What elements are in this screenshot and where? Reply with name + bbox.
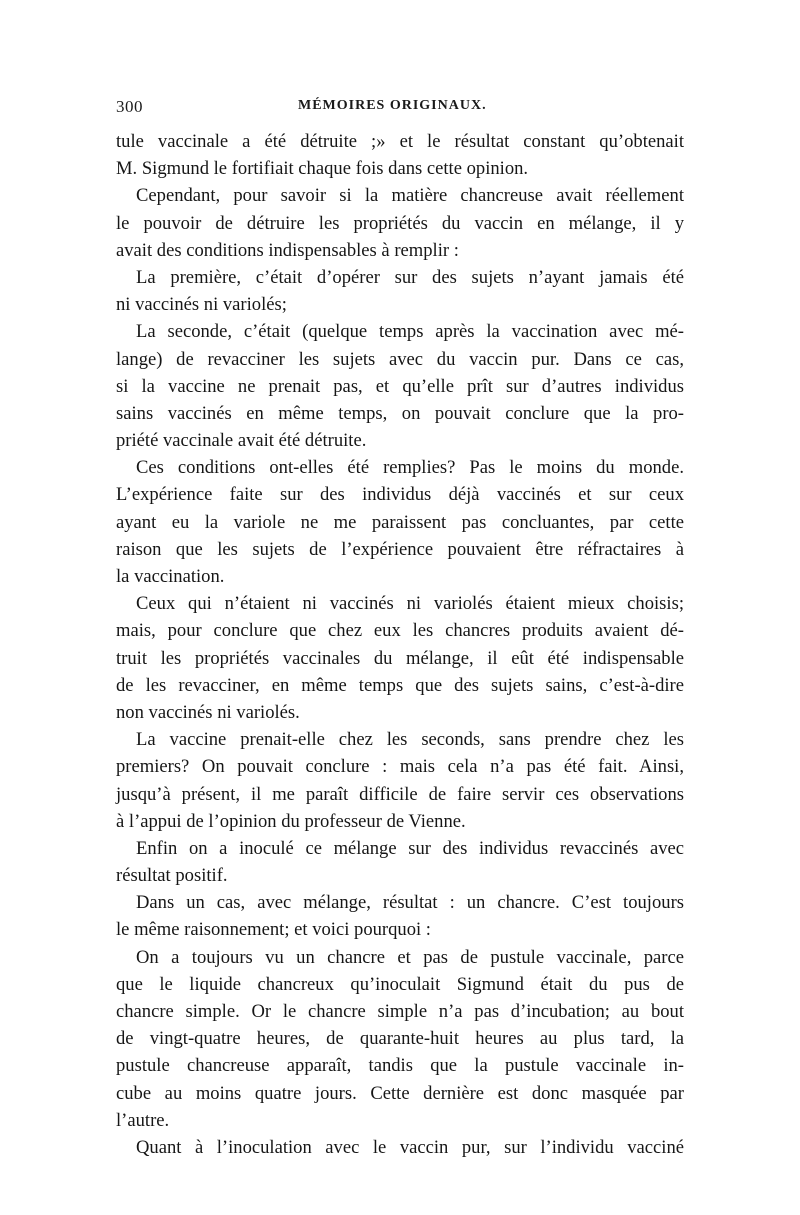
text-line: chancre simple. Or le chancre simple n’a pas d’incubation; au bout [116, 1001, 684, 1022]
body-text [116, 128, 684, 1161]
text-line: le pouvoir de détruire les propriétés du vaccin en mélange, il y [116, 212, 684, 234]
text-line: truit les propriétés vaccinales du mélange, il eût été indispensable [116, 647, 684, 669]
page-header [116, 97, 688, 121]
text-line: tule vaccinale a été détruite ;» et le résultat constant qu’obtenait [116, 131, 684, 152]
text-line: sains vaccinés en même temps, on pouvait conclure que la pro- [116, 402, 684, 424]
text-line: si la vaccine ne prenait pas, et qu’elle prît sur d’autres individus [116, 375, 684, 397]
text-line: l’autre. [116, 1109, 170, 1131]
text-line: Ces conditions ont-elles été remplies? Pas le moins du monde. [136, 457, 684, 479]
text-line: avait des conditions indispensables à remplir : [116, 239, 459, 261]
text-line: mais, pour conclure que chez eux les chancres produits avaient dé- [116, 620, 684, 642]
text-line: Dans un cas, avec mélange, résultat : un chancre. C’est toujours [136, 892, 684, 914]
text-line: La vaccine prenait-elle chez les seconds, sans prendre chez les [136, 729, 684, 751]
text-line: La seconde, c’était (quelque temps après la vaccination avec mé- [136, 321, 684, 343]
text-line: Enfin on a inoculé ce mélange sur des individus revaccinés avec [136, 837, 684, 859]
text-line: résultat positif. [116, 865, 228, 887]
text-line: le même raisonnement; et voici pourquoi : [116, 919, 431, 941]
text-line: Quant à l’inoculation avec le vaccin pur, sur l’individu vacciné [136, 1136, 684, 1158]
page-number: 300 [116, 97, 143, 116]
text-line: la vaccination. [116, 566, 225, 587]
text-line: que le liquide chancreux qu’inoculait Sigmund était du pus de [116, 973, 684, 995]
text-line: pustule chancreuse apparaît, tandis que la pustule vaccinale in- [116, 1055, 684, 1077]
text-line: premiers? On pouvait conclure : mais cela n’a pas été fait. Ainsi, [116, 756, 684, 778]
text-line: de les revacciner, en même temps que des sujets sains, c’est-à-dire [116, 674, 684, 696]
text-line: non vaccinés ni variolés. [116, 701, 300, 723]
text-line: de vingt-quatre heures, de quarante-huit heures au plus tard, la [116, 1028, 684, 1050]
text-line: Cependant, pour savoir si la matière chancreuse avait réellement [136, 185, 684, 207]
text-line: cube au moins quatre jours. Cette dernière est donc masquée par [116, 1082, 684, 1104]
text-line: M. Sigmund le fortifiait chaque fois dans cette opinion. [116, 158, 529, 180]
text-line: ni vaccinés ni variolés; [116, 294, 287, 316]
running-title: MÉMOIRES ORIGINAUX. [298, 98, 487, 113]
text-line: jusqu’à présent, il me paraît difficile de faire servir ces observations [116, 783, 684, 805]
text-line: La première, c’était d’opérer sur des sujets n’ayant jamais été [136, 266, 684, 288]
text-line: On a toujours vu un chancre et pas de pustule vaccinale, parce [136, 946, 684, 968]
text-line: lange) de revacciner les sujets avec du vaccin pur. Dans ce cas, [116, 348, 684, 370]
text-line: Ceux qui n’étaient ni vaccinés ni variolés étaient mieux choisis; [136, 593, 684, 615]
text-line: priété vaccinale avait été détruite. [116, 430, 367, 452]
text-line: à l’appui de l’opinion du professeur de Vienne. [116, 810, 466, 832]
text-line: L’expérience faite sur des individus déjà vaccinés et sur ceux [116, 484, 684, 506]
text-line: raison que les sujets de l’expérience pouvaient être réfractaires à [116, 538, 684, 560]
text-line: ayant eu la variole ne me paraissent pas concluantes, par cette [116, 511, 684, 533]
